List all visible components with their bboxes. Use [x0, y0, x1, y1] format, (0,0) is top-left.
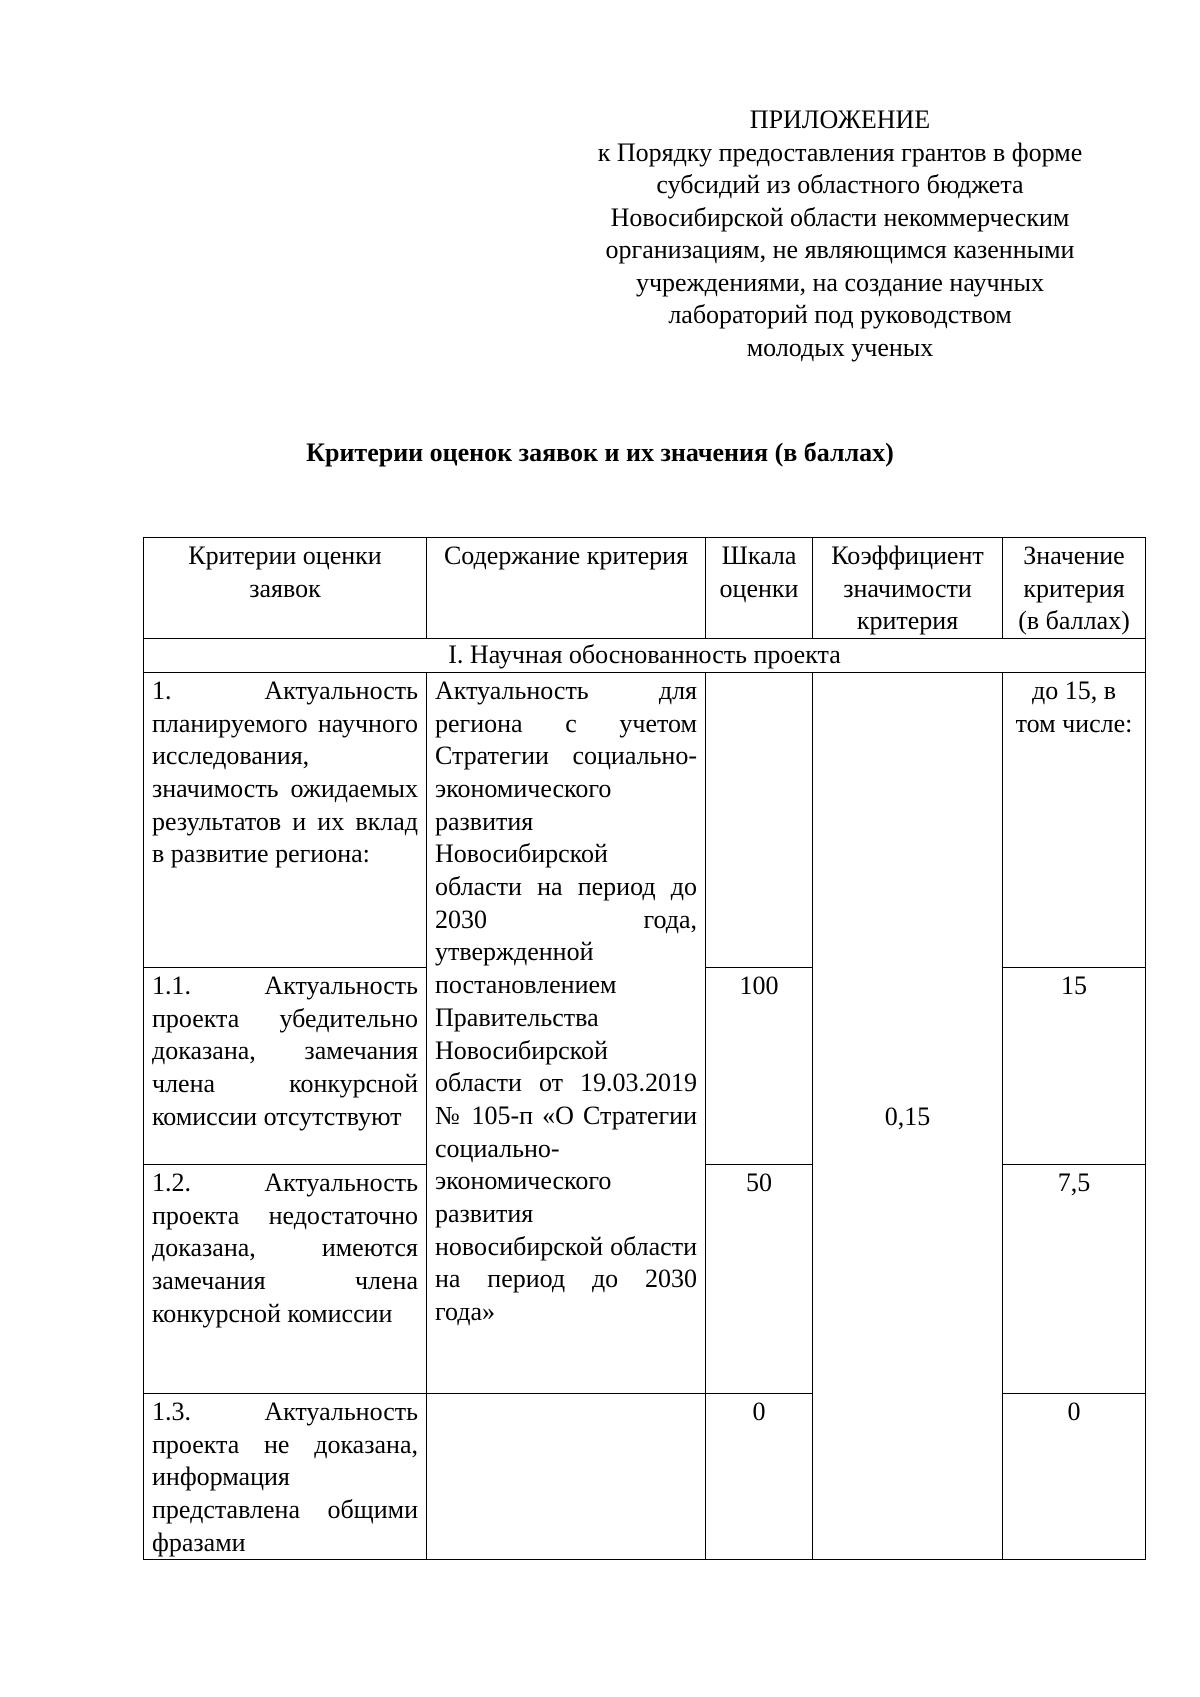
appendix-line: лабораторий под руководством: [668, 300, 1012, 329]
value-cell: 0: [1003, 1393, 1146, 1560]
document-title: Критерии оценок заявок и их значения (в баллах): [306, 438, 894, 467]
appendix-line: Новосибирской области некоммерческим: [610, 202, 1070, 232]
appendix-line: учреждениями, на создание научных: [635, 267, 1045, 297]
header-value: Значение критерия (в баллах): [1003, 538, 1146, 639]
appendix-line: организациям, не являющимся казенными: [605, 235, 1075, 264]
section-row: [144, 639, 1146, 673]
criteria-cell: 1.2. Актуальность проекта недостаточно доказана, имеются замечания члена конкурсной комиссии: [144, 1164, 427, 1393]
table-header-row: [144, 538, 1146, 639]
coefficient-cell: 0,15: [813, 672, 1003, 1560]
header-scale: Шкала оценки: [706, 538, 813, 639]
value-cell: 15: [1003, 967, 1146, 1164]
criteria-cell: 1. Актуальность планируемого научного исследования, значимость ожидаемых результатов и их вклад в развитие региона:: [144, 672, 427, 967]
scale-cell: 50: [706, 1164, 813, 1393]
content-cell: Актуальность для региона с учетом Стратегии социально-экономического развития Новосибирской области на период до 2030 года, утвержденной постановлением Правительства Новосибирской области от 19.03.2019 № 105-п «О Стратегии социально-экономического развития новосибирской области на период до 2030 года»: [427, 672, 706, 1393]
scale-cell: 100: [706, 967, 813, 1164]
criteria-table: [143, 537, 1146, 1560]
header-criteria: Критерии оценки заявок: [144, 538, 427, 639]
criteria-cell: 1.3. Актуальность проекта не доказана, информация представлена общими фразами: [144, 1393, 427, 1560]
table-row: [144, 672, 1146, 967]
appendix-line: субсидий из областного бюджета: [656, 170, 1024, 199]
appendix-heading: ПРИЛОЖЕНИЕ: [749, 105, 931, 134]
appendix-block: [560, 104, 1120, 364]
scale-cell: [706, 672, 813, 967]
appendix-line: молодых ученых: [746, 332, 934, 362]
appendix-line: к Порядку предоставления грантов в форме: [597, 137, 1083, 167]
scale-cell: 0: [706, 1393, 813, 1560]
section-title: I. Научная обоснованность проекта: [144, 639, 1146, 673]
criteria-cell: 1.1. Актуальность проекта убедительно доказана, замечания члена конкурсной комиссии отсутствуют: [144, 967, 427, 1164]
value-cell: 7,5: [1003, 1164, 1146, 1393]
content-cell-empty: [427, 1393, 706, 1560]
value-cell: [1003, 672, 1146, 967]
value-text: до 15, в том числе:: [1015, 675, 1133, 738]
header-coefficient: Коэффициент значимости критерия: [813, 538, 1003, 639]
header-content: Содержание критерия: [427, 538, 706, 639]
